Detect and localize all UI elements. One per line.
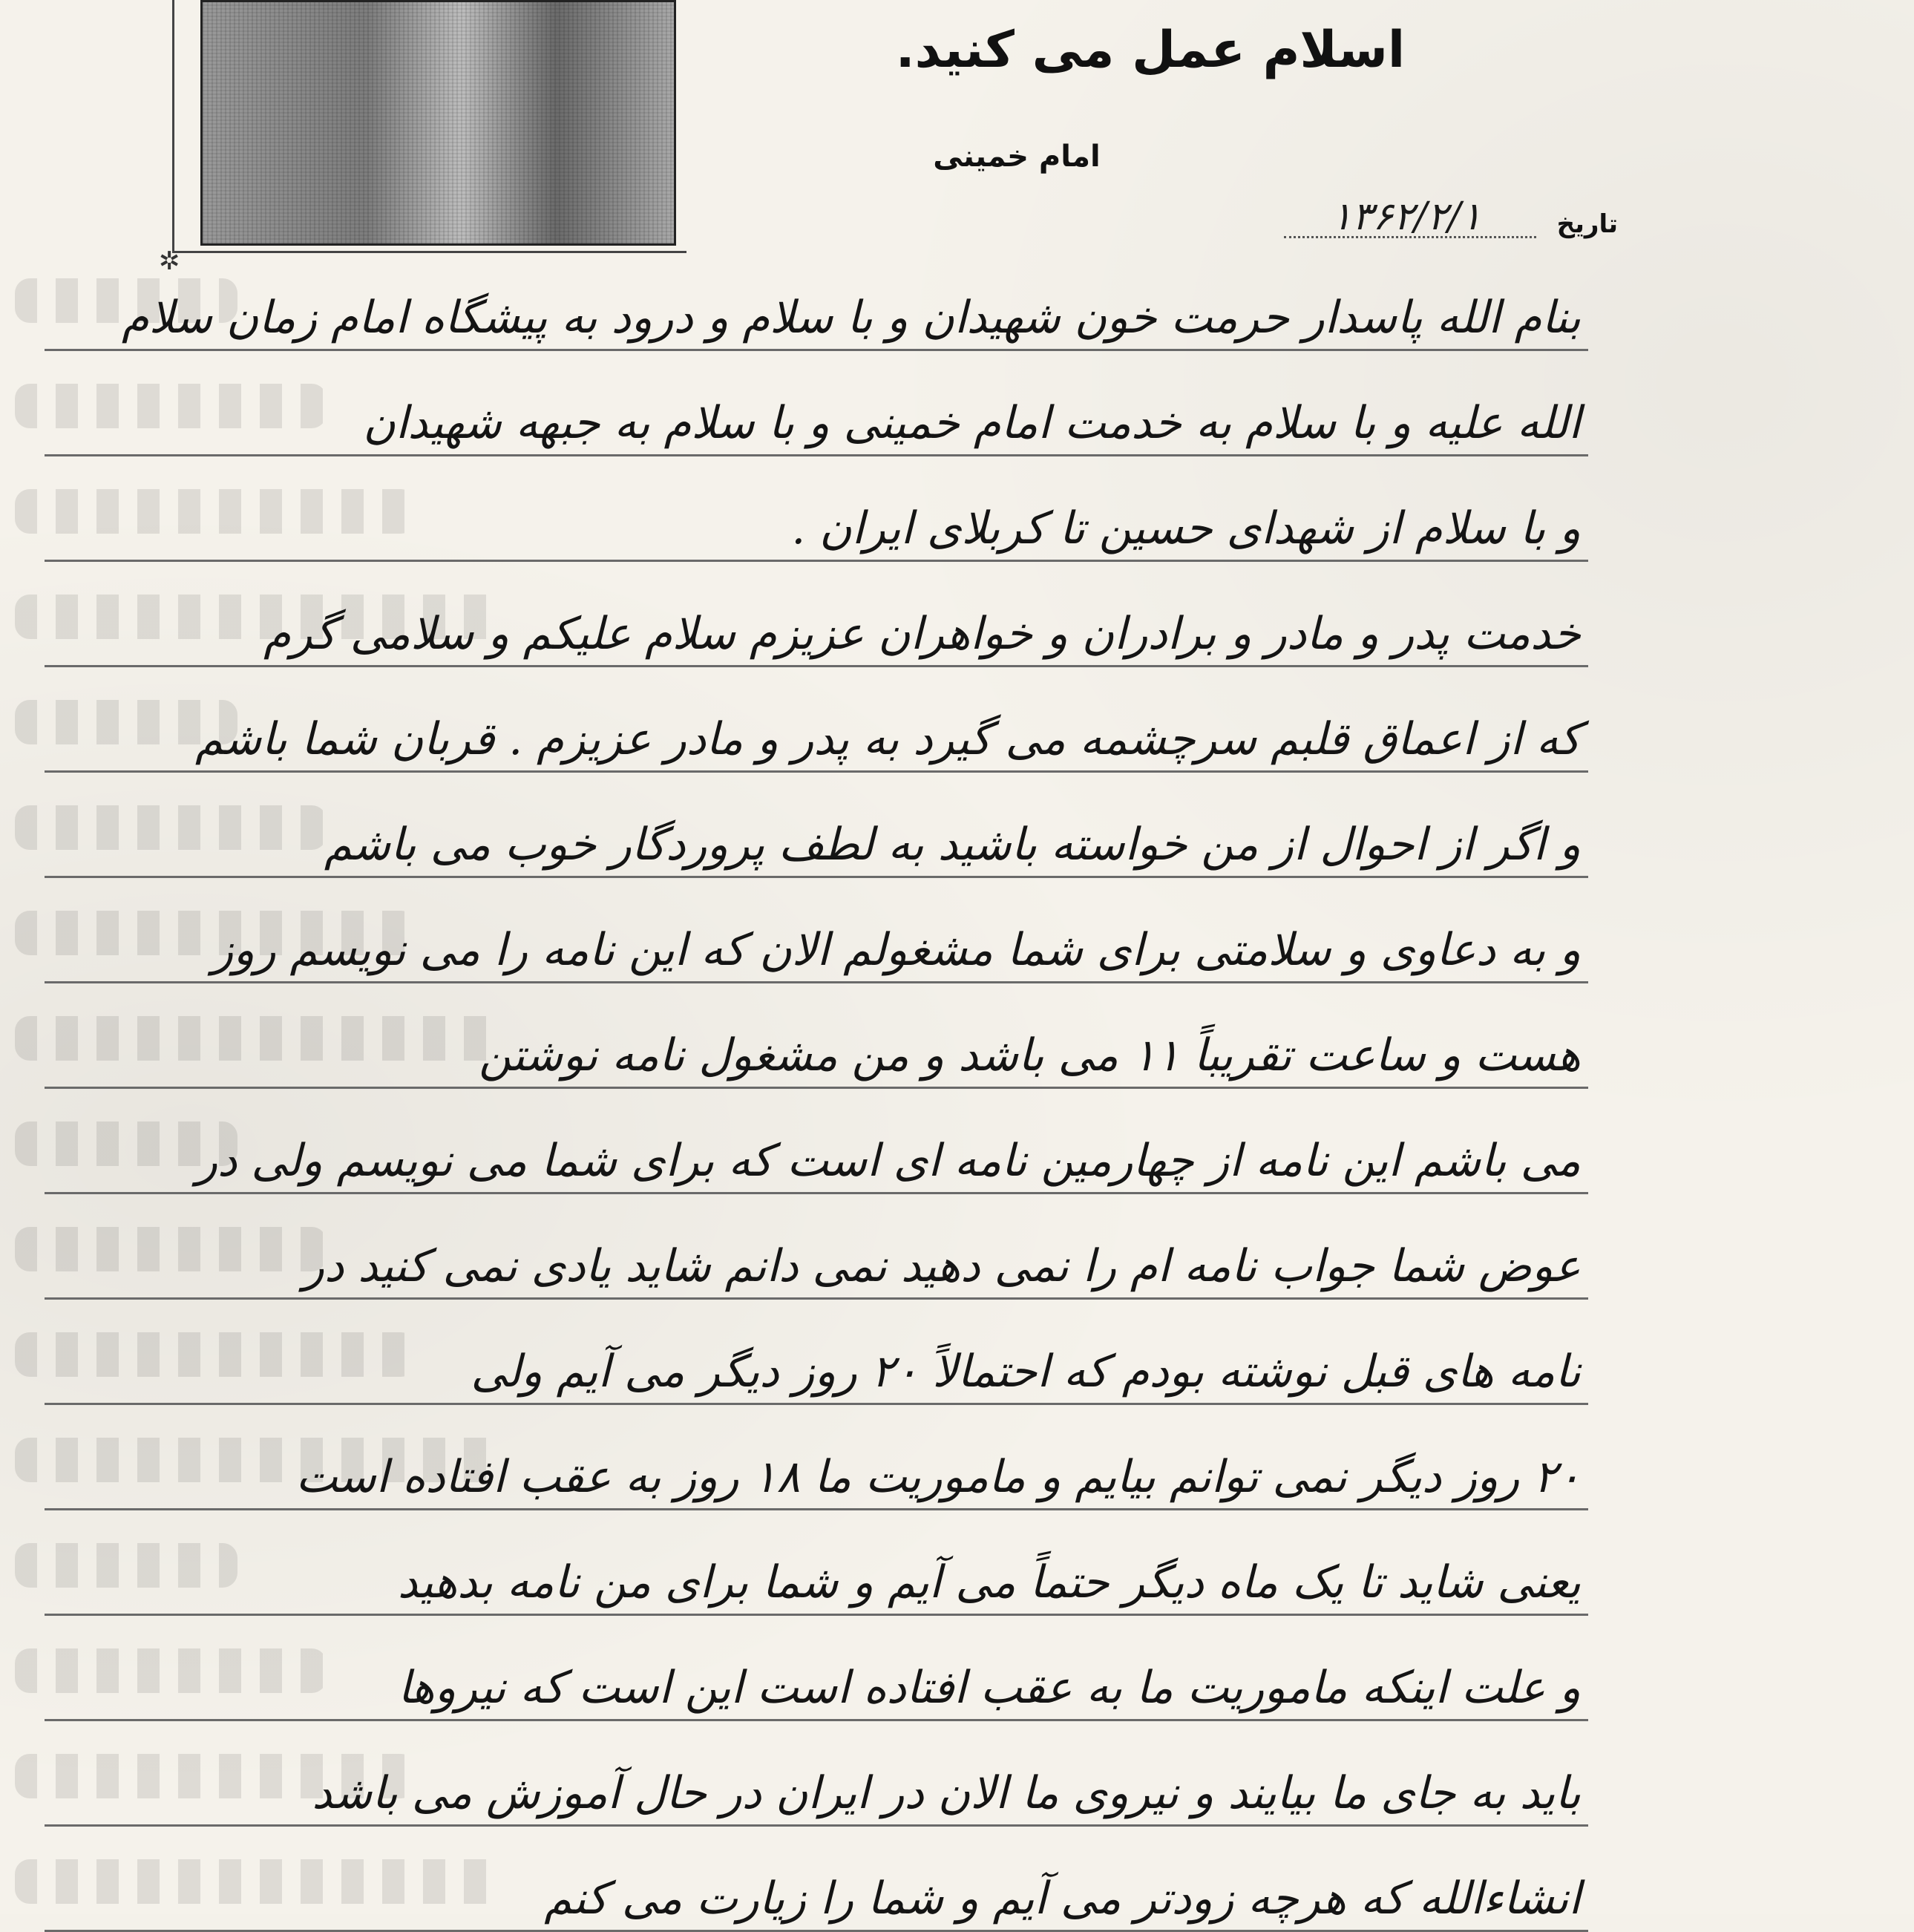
ruled-line [45, 1824, 1588, 1827]
letter-line: و اگر از احوال از من خواسته باشید به لطف پروردگار خوب می باشم [324, 819, 1582, 871]
ruled-line [45, 349, 1588, 351]
letter-line: ۲۰ روز دیگر نمی توانم بیایم و ماموریت ما ۱۸ روز به عقب افتاده است [295, 1451, 1581, 1503]
ruled-line [45, 1087, 1588, 1089]
letter-line: و به دعاوی و سلامتی برای شما مشغولم الان که این نامه را می نویسم روز [212, 924, 1581, 976]
ruled-line [45, 1192, 1588, 1194]
ruled-line [45, 1297, 1588, 1300]
ruled-line [45, 665, 1588, 667]
ruled-line [45, 454, 1588, 456]
date-label: تاریخ [1556, 209, 1618, 239]
author-name: امام خمینی [933, 140, 1101, 174]
date-value: ۱۳۶۲/۲/۱ [1331, 194, 1482, 239]
letter-line: که از اعماق قلبم سرچشمه می گیرد به پدر و مادر عزیزم . قربان شما باشم [195, 713, 1581, 765]
letter-line: نامه های قبل نوشته بودم که احتمالاً ۲۰ روز دیگر می آیم ولی [471, 1346, 1581, 1398]
ruled-line [45, 1403, 1588, 1405]
ruled-line [45, 560, 1588, 562]
letter-line: باید به جای ما بیایند و نیروی ما الان در ایران در حال آموزش می باشد [312, 1767, 1581, 1819]
letter-line: و با سلام از شهدای حسین تا کربلای ایران . [791, 502, 1581, 554]
headline: اسلام عمل می کنید. [895, 21, 1406, 79]
ruled-line [45, 981, 1588, 983]
letter-line: بنام الله پاسدار حرمت خون شهیدان و با سلام و درود به پیشگاه امام زمان سلام [121, 292, 1581, 344]
ruled-line [45, 876, 1588, 878]
ruled-line [45, 1614, 1588, 1616]
date-dotted-line [1284, 236, 1536, 238]
letter-line: یعنی شاید تا یک ماه دیگر حتماً می آیم و شما برای من نامه بدهید [397, 1556, 1581, 1608]
letter-line: خدمت پدر و مادر و برادران و خواهران عزیزم سلام علیکم و سلامی گرم [263, 608, 1582, 660]
star-ornament-icon: ✲ [159, 246, 180, 276]
letter-line: هست و ساعت تقریباً ۱۱ می باشد و من مشغول نامه نوشتن [479, 1029, 1581, 1081]
ruled-line [45, 770, 1588, 773]
letter-line: الله علیه و با سلام به خدمت امام خمینی و با سلام به جبهه شهیدان [363, 397, 1581, 449]
portrait-photo [200, 0, 676, 246]
letter-line: انشاءالله که هرچه زودتر می آیم و شما را زیارت می کنم [544, 1873, 1581, 1925]
letter-line: عوض شما جواب نامه ام را نمی دهید نمی دانم شاید یادی نمی کنید در [303, 1240, 1582, 1292]
ruled-line [45, 1508, 1588, 1510]
letter-line: و علت اینکه ماموریت ما به عقب افتاده است این است که نیروها [398, 1662, 1581, 1714]
letter-line: می باشم این نامه از چهارمین نامه ای است که برای شما می نویسم ولی در [196, 1135, 1581, 1187]
ruled-line [45, 1719, 1588, 1721]
